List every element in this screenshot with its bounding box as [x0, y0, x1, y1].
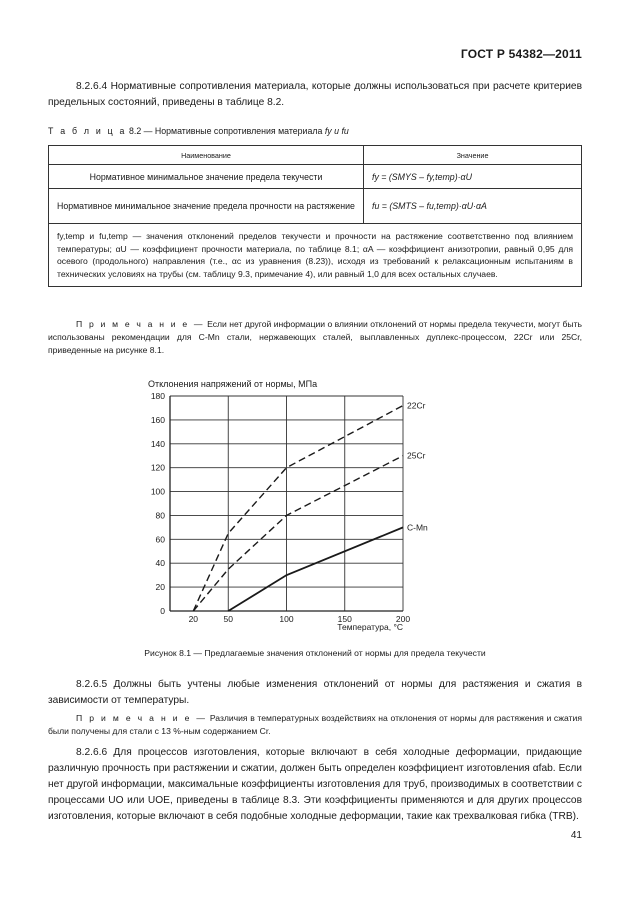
table-caption-text: 8.2 — Нормативные сопротивления материала — [129, 126, 323, 136]
figure-caption: Рисунок 8.1 — Предлагаемые значения отклонений от нормы для предела текучести — [144, 648, 486, 658]
origin-label: 0 — [160, 606, 165, 616]
chart-x-axis-label: Температура, °С — [337, 622, 403, 632]
y-tick-label: 100 — [150, 486, 165, 497]
table-header-value: Значение — [364, 146, 582, 165]
table-cell-value: fu = (SMTS – fu,temp)·αU·αA — [364, 189, 582, 224]
x-tick-label: 20 — [188, 614, 199, 624]
document-header: ГОСТ Р 54382—2011 — [460, 47, 582, 61]
series-label-25cr: 25Cr — [407, 450, 426, 461]
table-caption — [48, 126, 349, 136]
norm-table — [48, 145, 582, 287]
table-row — [49, 189, 582, 224]
y-tick-label: 120 — [150, 462, 165, 473]
y-tick-label: 80 — [155, 510, 165, 521]
table-note-row — [49, 224, 582, 287]
x-tick-label: 100 — [279, 614, 294, 624]
table-row — [49, 165, 582, 189]
series-label-c-mn: C-Mn — [407, 522, 428, 533]
paragraph-8-2-6-4: 8.2.6.4 Нормативные сопротивления материала, которые должны использоваться при расчете критериев предельных состояний, приведены в таблице 8.2. — [48, 81, 582, 108]
deviation-chart — [140, 376, 440, 636]
series-label-22cr: 22Cr — [407, 400, 426, 411]
note-1 — [48, 318, 582, 357]
y-tick-label: 180 — [150, 391, 165, 401]
y-tick-label: 40 — [155, 558, 165, 569]
x-tick-label: 50 — [223, 614, 233, 624]
note-2-lead: П р и м е ч а н и е — — [76, 713, 208, 723]
chart-labels — [151, 391, 428, 624]
note-1-lead: П р и м е ч а н и е — — [76, 319, 205, 329]
table-cell-value: fy = (SMYS – fy,temp)·αU — [364, 165, 582, 189]
table-cell-name: Нормативное минимальное значение предела текучести — [49, 165, 364, 189]
paragraph-8-2-6-5: 8.2.6.5 Должны быть учтены любые изменения отклонений от нормы для растяжения и сжатия в зависимости от температуры. — [48, 679, 582, 706]
note-2-text: Различия в температурных воздействиях на отклонения от нормы для растяжения и сжатия были получены для стали с 13 %-ным содержанием Cr. — [48, 713, 582, 736]
table-caption-vars: fy и fu — [324, 126, 349, 136]
table-note: fy,temp и fu,temp — значения отклонений пределов текучести и прочности на растяжение соответственно под влиянием температуры; αU — коэффициент прочности материала, по таблице 8.1; αA — коэффициент анизотропии, равный 0,95 для осевого (продольного) направления (т.е., αc из уравнения (8.23)), исходя из требований к релаксационным испытаниям в технических условиях на трубы (см. таблицу 9.3, примечание 4), или равный 1,0 для всех остальных случаев. — [49, 224, 582, 287]
y-tick-label: 160 — [150, 414, 165, 425]
table-cell-name: Нормативное минимальное значение предела прочности на растяжение — [49, 189, 364, 224]
series-line-25cr — [193, 456, 403, 611]
chart-title: Отклонения напряжений от нормы, МПа — [148, 379, 318, 389]
page-number: 41 — [570, 830, 582, 841]
x-tick-label: 200 — [395, 614, 411, 624]
y-tick-label: 60 — [155, 534, 165, 545]
y-tick-label: 140 — [150, 438, 165, 449]
y-tick-label: 20 — [155, 582, 165, 593]
table-header-row — [49, 146, 582, 165]
series-line-22cr — [193, 406, 403, 611]
table-header-name: Наименование — [49, 146, 364, 165]
note-1-text: Если нет другой информации о влиянии отклонений от нормы предела текучести, могут быть использованы рекомендации для C-Mn стали, нержавеющих сталей, выплавленных дуплекс-процессом, 22Cr или 25Cr, приведенные на рисунке 8.1. — [48, 319, 582, 355]
chart-grid — [170, 396, 403, 611]
paragraph-8-2-6-6: 8.2.6.6 Для процессов изготовления, которые включают в себя холодные деформации, придающие различную прочность при растяжении и сжатии, должен быть определен коэффициент изготовления αfab. Если нет другой информации, максимальные коэффициенты изготовления для труб, производимых в соответствии с процессами UO или UOE, приведены в таблице 8.3. Эти коэффициенты применяются и для других процессов изготовления, которые включают в себя подобные холодные деформации, такие как трехвалковая гибка (TRB). — [48, 747, 582, 822]
table-caption-lead: Т а б л и ц а — [48, 126, 127, 136]
note-2 — [48, 712, 582, 738]
x-tick-label: 150 — [337, 614, 352, 624]
chart-series — [193, 406, 403, 611]
series-line-c-mn — [228, 527, 403, 611]
